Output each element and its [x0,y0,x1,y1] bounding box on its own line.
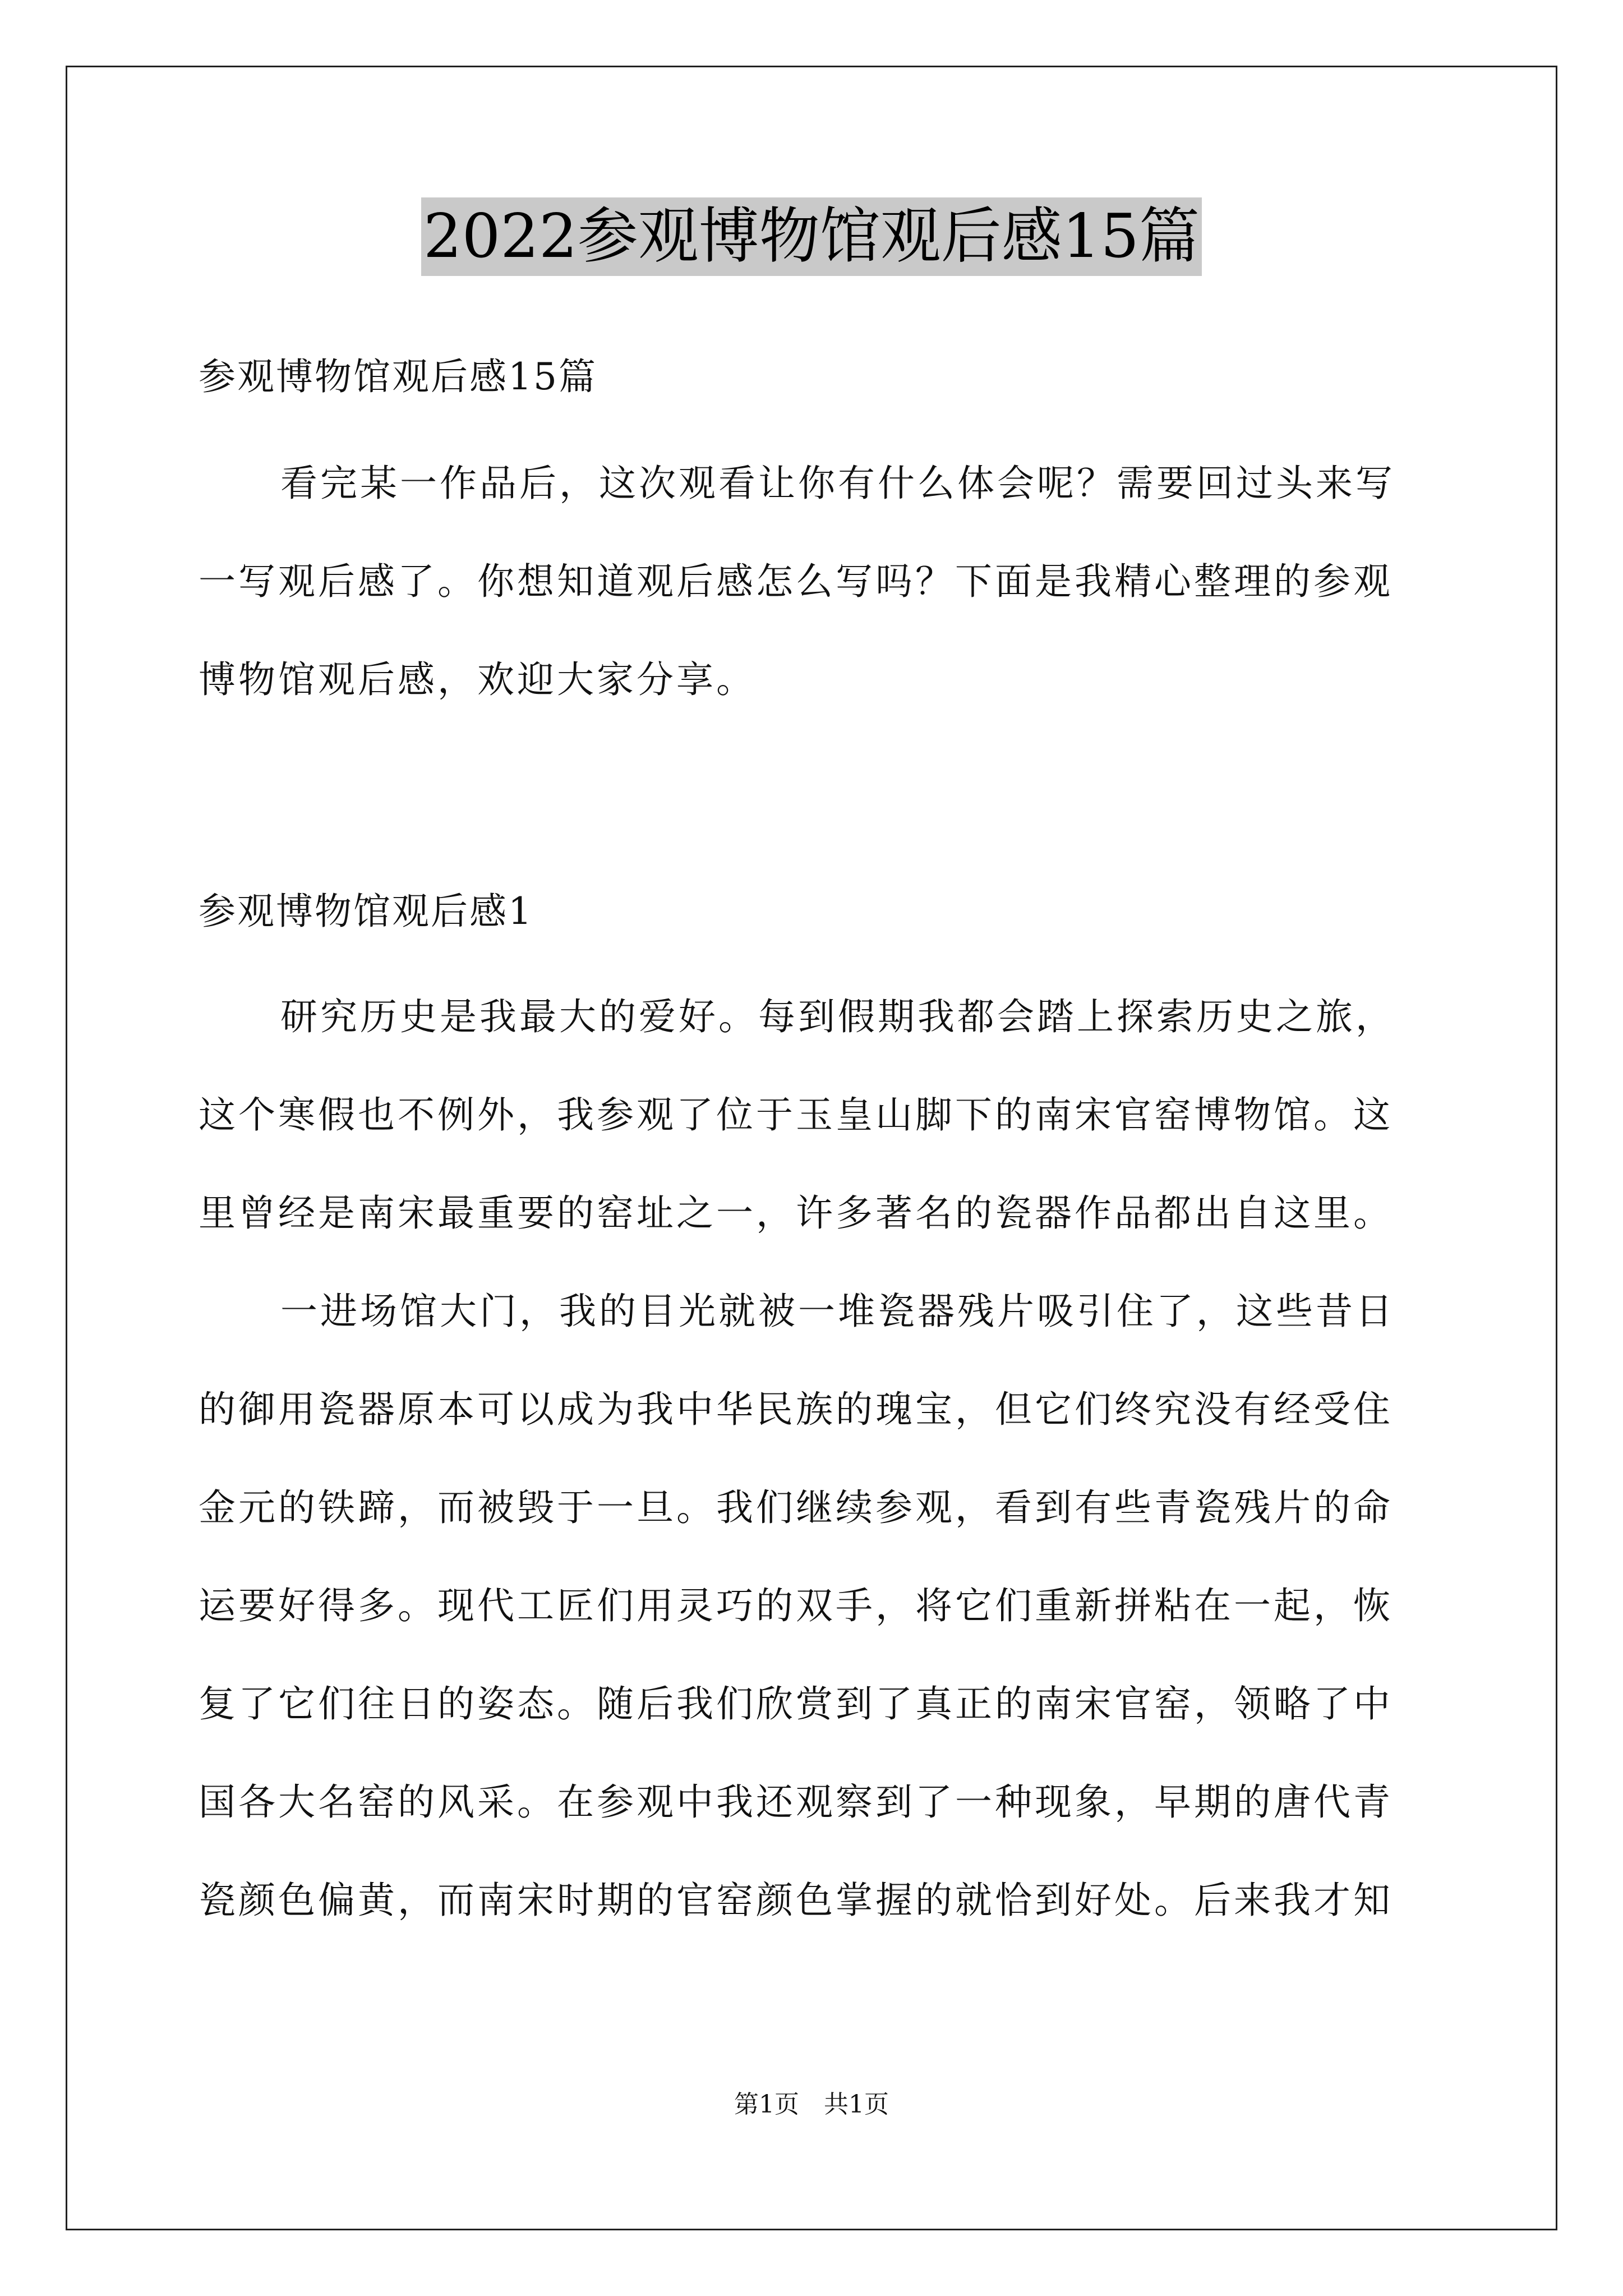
text-line: 瓷颜色偏黄，而南宋时期的官窑颜色掌握的就恰到好处。后来我才知 [199,1879,1393,1922]
text-line: 里曾经是南宋最重要的窑址之一，许多著名的瓷器作品都出自这里。 [199,1191,1393,1235]
text-line: 的御用瓷器原本可以成为我中华民族的瑰宝，但它们终究没有经受住 [199,1388,1393,1431]
text-line: 这个寒假也不例外，我参观了位于玉皇山脚下的南宋官窑博物馆。这 [199,1093,1393,1137]
section-heading: 参观博物馆观后感1 [199,890,533,933]
text-line: 复了它们往日的姿态。随后我们欣赏到了真正的南宋官窑，领略了中 [199,1682,1393,1726]
text-line: 研究历史是我最大的爱好。每到假期我都会踏上探索历史之旅， [280,995,1395,1038]
text-line: 一写观后感了。你想知道观后感怎么写吗？下面是我精心整理的参观 [199,560,1393,603]
text-line: 看完某一作品后，这次观看让你有什么体会呢？需要回过头来写 [280,462,1395,505]
text-line: 一进场馆大门，我的目光就被一堆瓷器残片吸引住了，这些昔日 [280,1290,1395,1333]
document-title: 2022参观博物馆观后感15篇 [421,197,1202,276]
intro-paragraph [199,434,1432,729]
text-line: 国各大名窑的风采。在参观中我还观察到了一种现象，早期的唐代青 [199,1780,1393,1824]
page-footer [0,2088,1623,2122]
paragraph-1 [199,968,1432,1262]
text-line: 运要好得多。现代工匠们用灵巧的双手，将它们重新拼粘在一起，恢 [199,1584,1393,1627]
page-number-current: 第1页 [734,2090,799,2119]
document-subtitle: 参观博物馆观后感15篇 [199,355,597,398]
text-line: 博物馆观后感，欢迎大家分享。 [199,658,756,701]
page-number-total: 共1页 [824,2090,889,2119]
text-line: 金元的铁蹄，而被毁于一旦。我们继续参观，看到有些青瓷残片的命 [199,1486,1393,1529]
paragraph-2 [199,1262,1432,1949]
title-container [0,197,1623,276]
